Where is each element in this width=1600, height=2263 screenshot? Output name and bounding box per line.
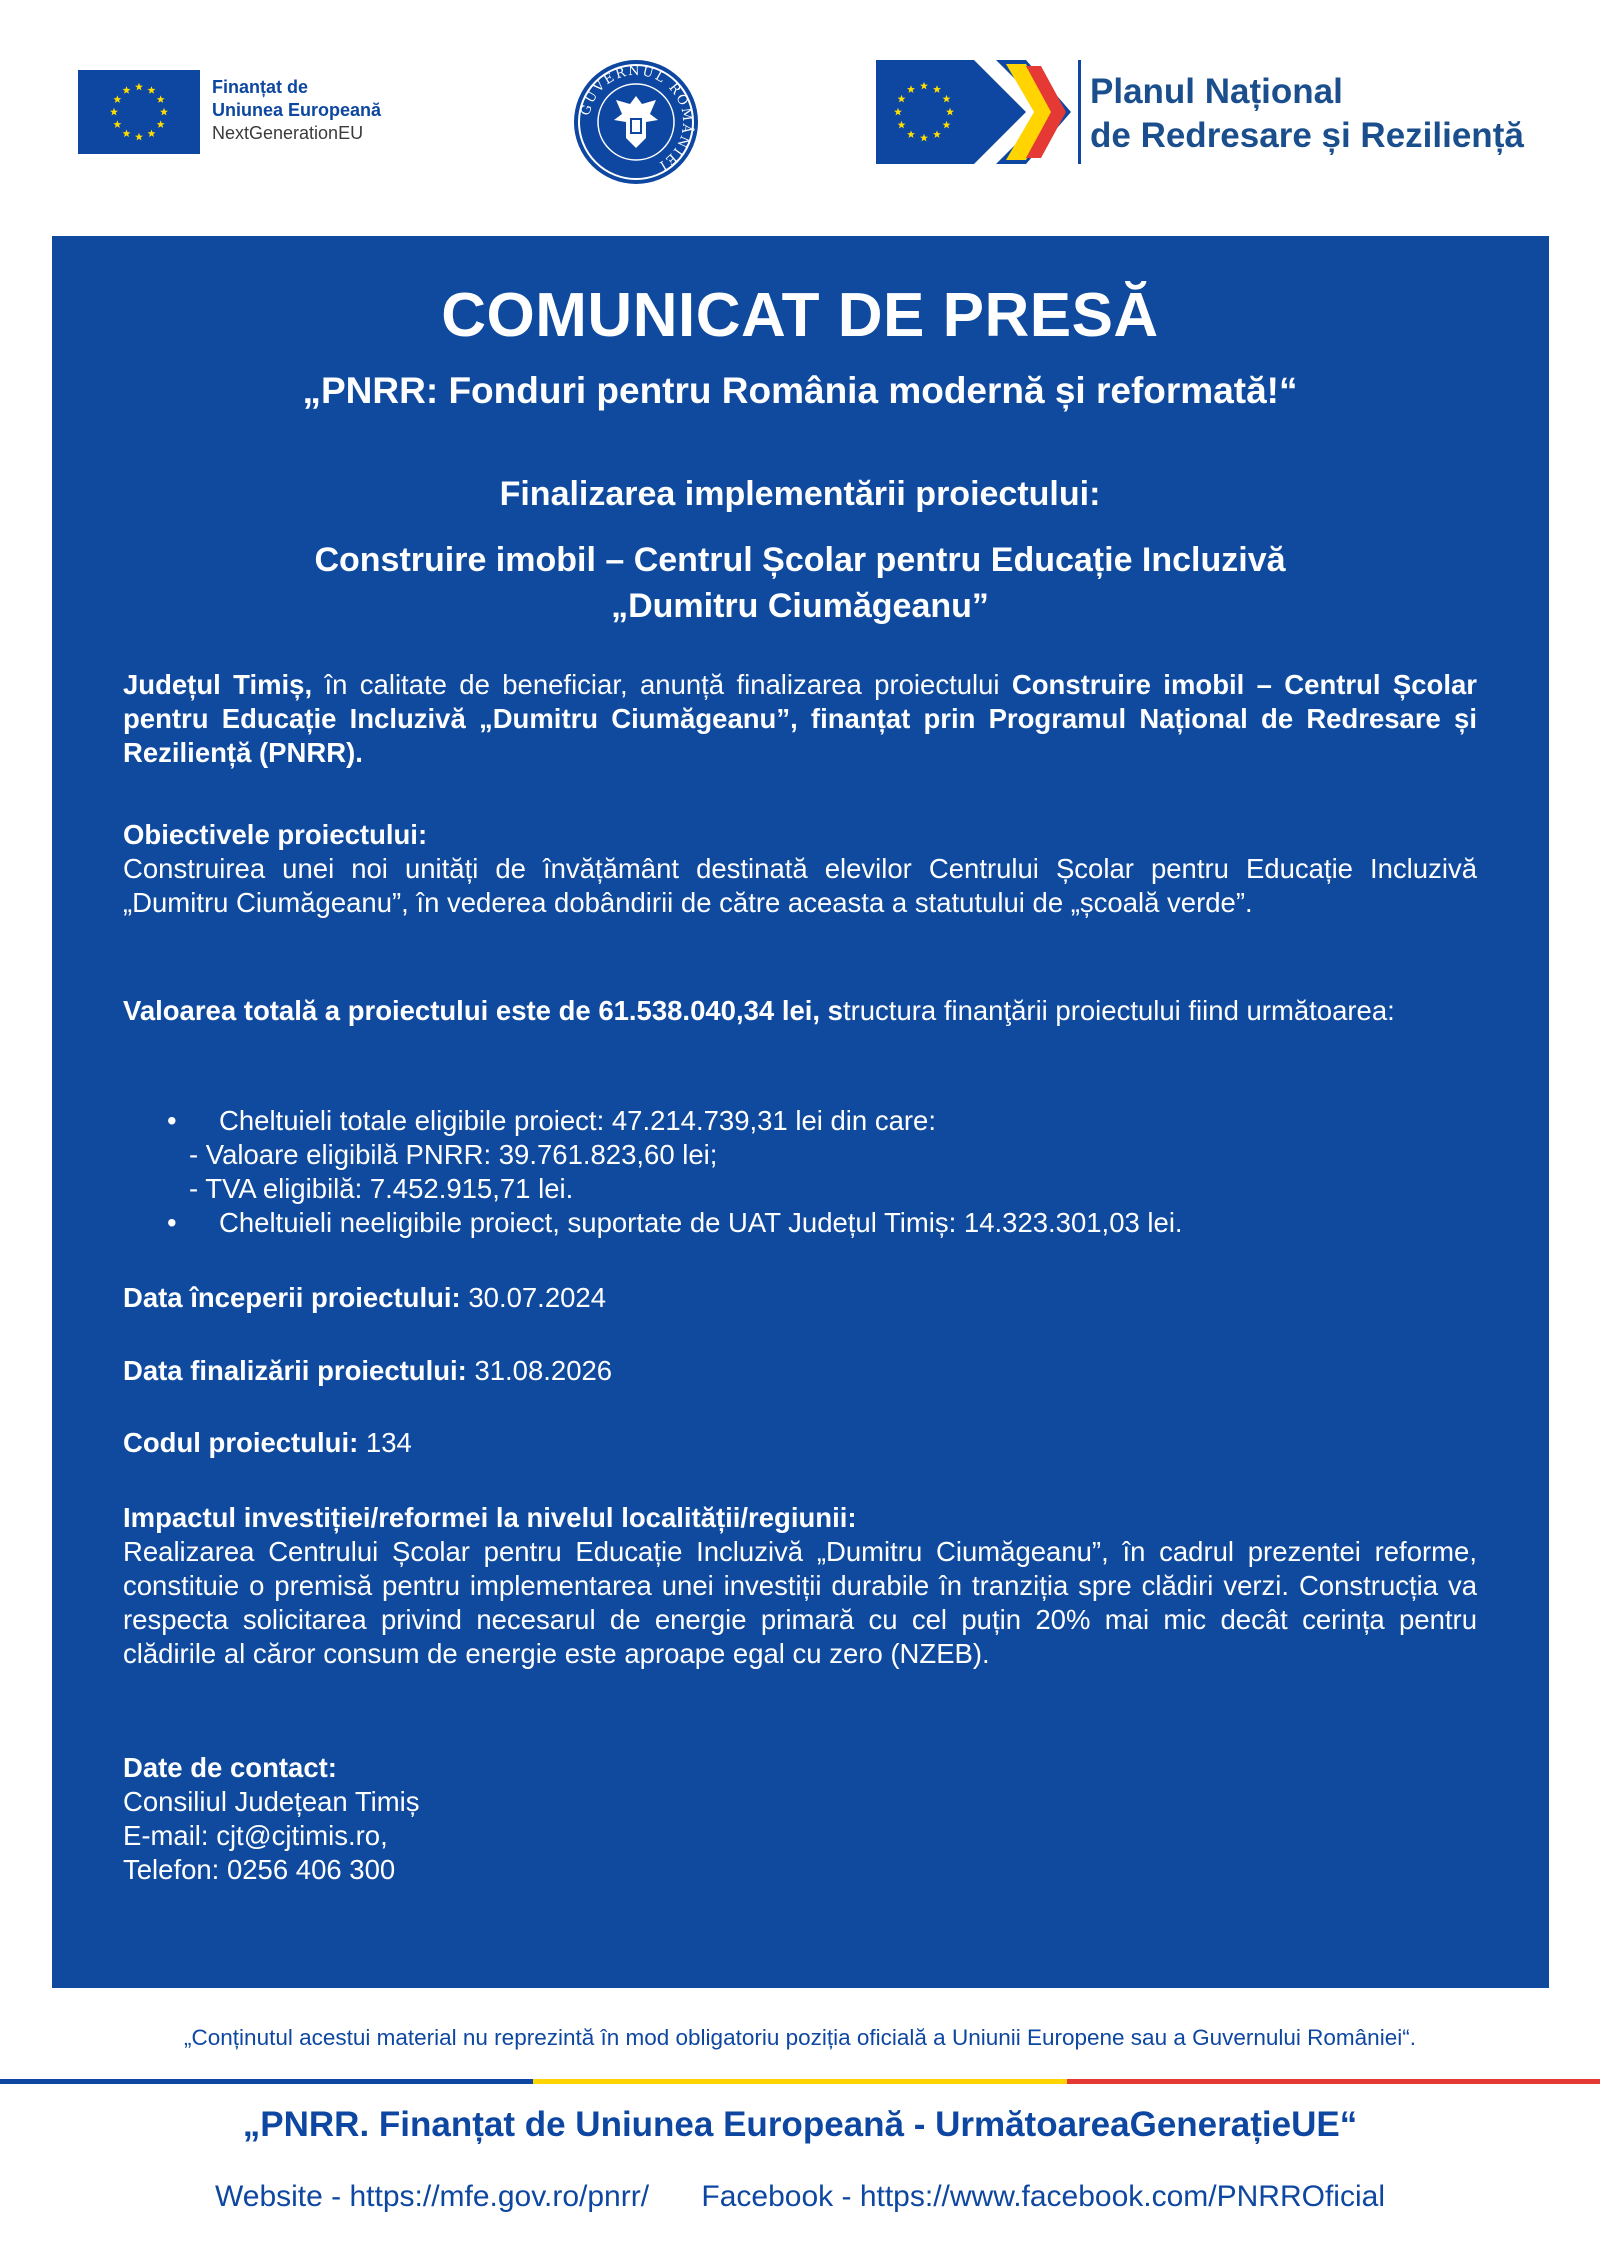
footer-links (0, 2180, 1600, 2214)
facebook-link[interactable]: Facebook - https://www.facebook.com/PNRROficial (701, 2180, 1385, 2213)
press-slogan: „PNRR: Fonduri pentru România modernă și reformată!“ (302, 370, 1298, 411)
list-item (123, 1104, 1477, 1138)
eu-star-icon (113, 120, 121, 128)
finalization-heading: Finalizarea implementării proiectului: (499, 475, 1101, 513)
objectives-text: Construirea unei noi unități de învățământ destinată elevilor Centrului Școlar pentru Educație Incluzivă „Dumitru Ciumăgeanu”, în vederea dobândirii de către aceasta a statutului de „școală verde”. (123, 853, 1477, 918)
project-name (0, 537, 1600, 629)
end-date (123, 1354, 1477, 1388)
eu-star-icon (123, 129, 131, 137)
value-text: tructura finanţării proiectului fiind următoarea: (842, 995, 1395, 1026)
contact-section (123, 1751, 1477, 1887)
eu-star-icon (157, 120, 165, 128)
footer-slogan: „PNRR. Finanțat de Uniunea Europeană - UrmătoareaGenerațieUE“ (242, 2105, 1358, 2144)
objectives-section (123, 818, 1477, 920)
eu-star-icon (157, 95, 165, 103)
list-item (123, 1172, 1477, 1206)
project-name-line-1: Construire imobil – Centrul Școlar pentru Educație Incluzivă (314, 541, 1286, 579)
eu-star-icon (135, 83, 143, 91)
stripe-yellow (533, 2079, 1067, 2084)
project-name-line-2: „Dumitru Ciumăgeanu” (611, 587, 989, 625)
pnrr-title (1090, 70, 1524, 158)
impact-heading: Impactul investiției/reformei la nivelul localității/regiunii: (123, 1502, 857, 1533)
value-bold: Valoarea totală a proiectului este de 61.538.040,34 lei, s (123, 995, 843, 1026)
list-item (123, 1206, 1477, 1240)
tva-eligible-value: - TVA eligibilă: 7.452.915,71 lei. (189, 1173, 574, 1204)
project-code-value: 134 (358, 1427, 412, 1458)
eu-funding-label (212, 76, 381, 145)
contact-org: Consiliul Județean Timiș (123, 1786, 420, 1817)
eligible-costs: Cheltuieli totale eligibile proiect: 47.214.739,31 lei din care: (219, 1105, 936, 1136)
intro-text: în calitate de beneficiar, anunță finalizarea proiectului (312, 669, 1012, 700)
impact-section (123, 1501, 1477, 1671)
disclaimer: „Conținutul acestui material nu reprezintă în mod obligatoriu poziția oficială a Uniunii Europene sau a Guvernului României“. (184, 2025, 1416, 2050)
government-seal-icon (572, 58, 700, 186)
press-title: COMUNICAT DE PRESĂ (441, 281, 1159, 350)
ineligible-costs: Cheltuieli neeligibile proiect, suportate de UAT Județul Timiș: 14.323.301,03 lei. (219, 1207, 1183, 1238)
objectives-heading: Obiectivele proiectului: (123, 819, 428, 850)
intro-paragraph (123, 668, 1477, 770)
contact-email[interactable]: E-mail: cjt@cjtimis.ro, (123, 1820, 388, 1851)
header-logos (0, 0, 1600, 236)
pnrr-line-2: de Redresare și Reziliență (1090, 116, 1524, 155)
eu-star-icon (113, 95, 121, 103)
eu-star-icon (110, 108, 118, 116)
stripe-red (1067, 2079, 1600, 2084)
start-date (123, 1281, 1477, 1315)
stripe-blue (0, 2079, 533, 2084)
website-link[interactable]: Website - https://mfe.gov.ro/pnrr/ (215, 2180, 650, 2213)
contact-heading: Date de contact: (123, 1752, 337, 1783)
eu-star-icon (160, 108, 168, 116)
start-date-value: 30.07.2024 (460, 1282, 606, 1313)
project-code (123, 1426, 1477, 1460)
costs-list (123, 1104, 1477, 1240)
end-date-label: Data finalizării proiectului: (123, 1355, 467, 1386)
seal-text: GUVERNUL ROMÂNIEI (578, 63, 695, 174)
eu-star-icon (123, 86, 131, 94)
list-item (123, 1138, 1477, 1172)
bullet-icon: • (167, 1207, 177, 1238)
eu-line-2: Uniunea Europeană (212, 100, 382, 120)
end-date-value: 31.08.2026 (466, 1355, 613, 1386)
pnrr-line-1: Planul Național (1090, 72, 1343, 111)
impact-text: Realizarea Centrului Școlar pentru Educație Incluzivă „Dumitru Ciumăgeanu”, în cadrul prezentei reforme, constituie o premisă pentru implementarea unei investiții durabile în tranziția spre clădiri verzi. Construcția va respecta solicitarea privind necesarul de energie primară cu cel puțin 20% mai mic decât cerința pentru clădirile al căror consum de energie este aproape egal cu zero (NZEB). (123, 1536, 1477, 1669)
value-paragraph (123, 994, 1477, 1028)
contact-phone: Telefon: 0256 406 300 (123, 1854, 396, 1885)
project-code-label: Codul proiectului: (123, 1427, 359, 1458)
eu-stars-icon (78, 70, 200, 154)
pnrr-logo-icon (876, 60, 1071, 164)
eu-line-1: Finanțat de (212, 77, 309, 97)
start-date-label: Data începerii proiectului: (123, 1282, 461, 1313)
bullet-icon: • (167, 1105, 177, 1136)
pnrr-eligible-value: - Valoare eligibilă PNRR: 39.761.823,60 lei; (189, 1139, 718, 1170)
eu-star-icon (148, 86, 156, 94)
intro-project: Construire imobil – Centrul Școlar pentru Educație Incluzivă „Dumitru Ciumăgeanu”, finanțat prin Programul Național de Redresare și Reziliență (PNRR). (123, 669, 1477, 768)
eu-flag-icon (78, 70, 200, 154)
beneficiary: Județul Timiș, (123, 669, 313, 700)
eu-star-icon (148, 129, 156, 137)
pnrr-divider (1078, 60, 1081, 164)
eu-star-icon (135, 133, 143, 141)
eu-line-3: NextGenerationEU (212, 123, 364, 143)
